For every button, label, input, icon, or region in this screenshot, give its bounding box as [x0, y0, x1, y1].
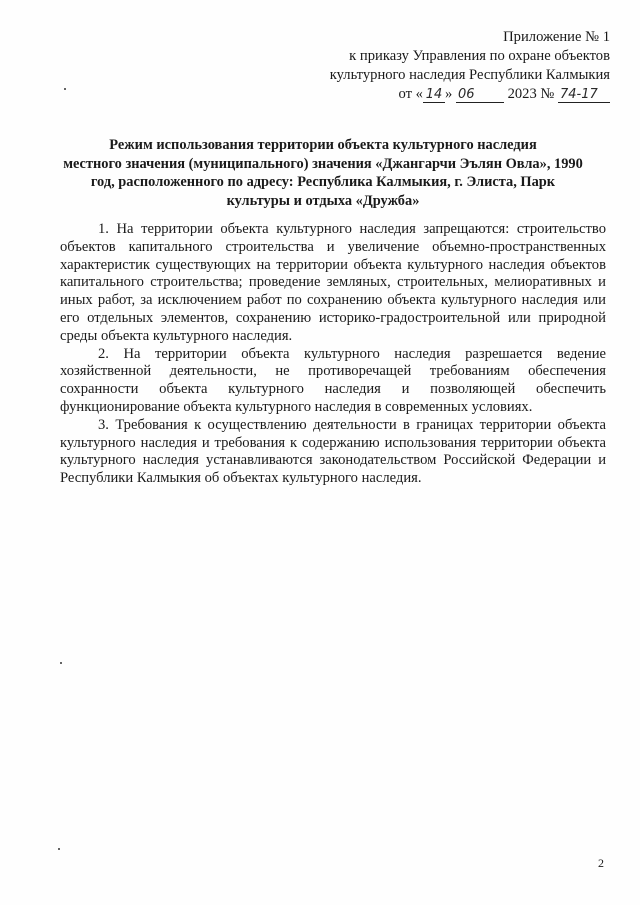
appendix-header [270, 28, 610, 104]
paragraph-1: 1. На территории объекта культурного наследия запрещаются: строительство объектов капитального строительства и увеличение объемно-пространственных характеристик существующих на территории объекта культурного наследия объектов капитального строительства; проведение земляных, строительных, мелиоративных и иных работ, за исключением работ по сохранению объекта культурного наследия или его отдельных элементов, сохранению историко-градостроительной или природной среды объекта культурного наследия. [60, 221, 606, 344]
appendix-organization: культурного наследия Республики Калмыкия [329, 67, 610, 83]
scan-speck [58, 848, 60, 850]
title-line-1: Режим использования территории объекта культурного наследия [109, 137, 537, 153]
appendix-title: Приложение № 1 [503, 29, 610, 45]
scan-speck [64, 88, 66, 90]
order-date-number [270, 85, 610, 104]
order-year: 2023 № [503, 86, 558, 102]
paragraph-2: 2. На территории объекта культурного наследия разрешается ведение хозяйственной деятельности, не противоречащей требованиям обеспечения сохранности объекта культурного наследия и позволяющей обеспечить функционирование объекта культурного наследия в современных условиях. [60, 345, 606, 415]
page-number: 2 [598, 856, 604, 870]
title-line-4: культуры и отдыха «Дружба» [226, 192, 420, 209]
paragraph-3: 3. Требования к осуществлению деятельности в границах территории объекта культурного наследия и требования к содержанию использования территории объекта культурного наследия устанавливаются законодательством Российской Федерации и Республики Калмыкия об объектах культурного наследия. [60, 416, 606, 487]
title-line-3: год, расположенного по адресу: Республика Калмыкия, г. Элиста, Парк [90, 174, 556, 190]
order-prefix: от « [398, 86, 423, 102]
document-title [40, 136, 606, 210]
order-number-handwritten: 74-17 [558, 88, 610, 103]
order-month-handwritten: 06 [456, 88, 504, 103]
appendix-order-ref: к приказу Управления по охране объектов [349, 48, 610, 64]
title-line-2: местного значения (муниципального) значения «Джангарчи Эълян Овла», 1990 [63, 155, 583, 172]
document-body [60, 221, 606, 488]
scan-speck [60, 662, 62, 664]
order-mid: » [444, 86, 456, 102]
order-day-handwritten: 14 [423, 88, 445, 103]
